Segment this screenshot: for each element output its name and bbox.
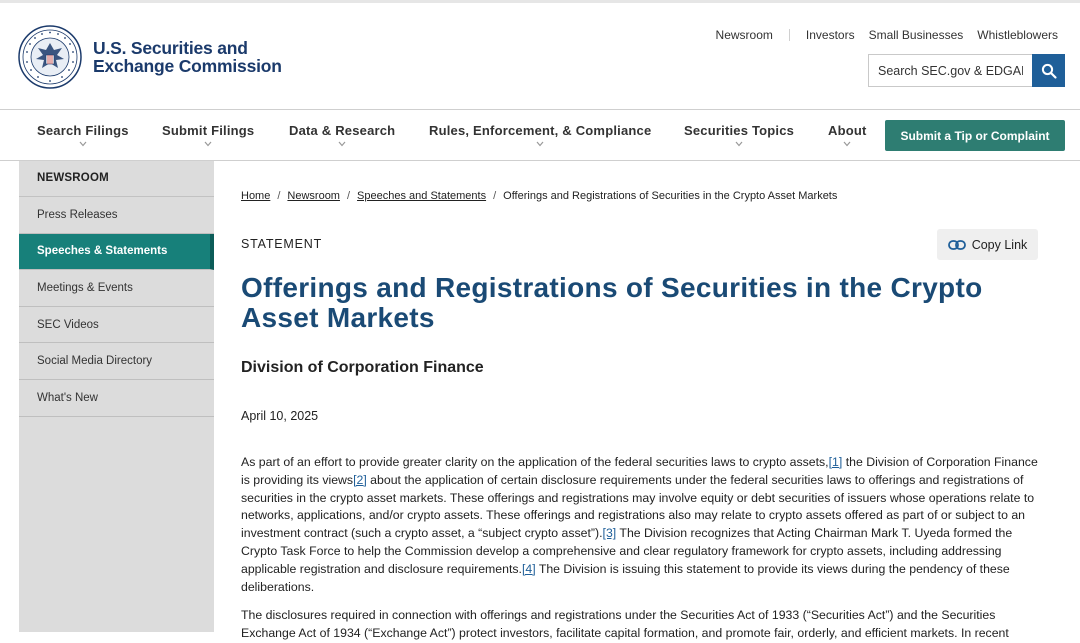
chevron-down-icon <box>338 141 346 147</box>
util-divider <box>789 29 790 41</box>
content-type-label: STATEMENT <box>241 237 323 251</box>
nav-about[interactable] <box>828 123 867 147</box>
article-paragraph-1: As part of an effort to provide greater clarity on the application of the federal securities laws to crypto assets,[1] the Division of Corporation Finance is providing its views[2] about the application of certain disclosure requirements under the federal securities laws to offerings and registrations of securities in the crypto asset markets. These offerings and registrations may involve equity or debt securities of issuers whose operations relate to networks, applications, and/or crypto assets. These offerings and registrations also may relate to crypto assets offered as part of or subject to an investment contract (such a crypto asset, a “subject crypto asset”).[3] The Division recognizes that Acting Chairman Mark T. Uyeda formed the Crypto Task Force to help the Commission develop a comprehensive and clear regulatory framework for crypto assets, including addressing applicable registration and disclosure requirements.[4] The Division is issuing this statement to provide its views during the pendency of these deliberations. <box>241 455 1038 594</box>
footnote-link-2[interactable]: [2] <box>353 472 367 487</box>
search-input[interactable] <box>868 54 1032 87</box>
page-title: Offerings and Registrations of Securities in the Crypto Asset Markets <box>241 272 983 333</box>
sidebar-item-speeches-statements[interactable]: Speeches & Statements <box>19 234 214 271</box>
copy-link-label: Copy Link <box>971 237 1028 252</box>
nav-label: Submit Filings <box>162 123 255 138</box>
sec-seal-icon <box>18 25 82 89</box>
footnote-link-3[interactable]: [3] <box>602 526 617 541</box>
chevron-down-icon <box>843 141 851 147</box>
nav-data-research[interactable] <box>289 123 395 147</box>
breadcrumb-speeches[interactable]: Speeches and Statements <box>357 190 487 202</box>
agency-name <box>93 39 282 75</box>
nav-label: Rules, Enforcement, & Compliance <box>429 123 652 138</box>
util-link-small-businesses[interactable]: Small Businesses <box>868 28 964 42</box>
nav-label: Securities Topics <box>684 123 795 138</box>
util-link-investors[interactable]: Investors <box>805 28 855 42</box>
chevron-down-icon <box>204 141 212 147</box>
footnote-link-4[interactable]: [4] <box>521 561 536 576</box>
search-icon <box>1041 63 1057 79</box>
breadcrumb-newsroom[interactable]: Newsroom <box>287 190 340 202</box>
nav-rules-enforcement[interactable] <box>429 123 651 147</box>
article-paragraph-2: The disclosures required in connection with offerings and registrations under the Securities Act of 1933 (“Securities Act”) and the Securities Exchange Act of 1934 (“Exchange Act”) protect investors, facilitate capital formation, and promote fair, orderly, and efficient markets. In recent <box>241 608 1009 640</box>
footnote-link-1[interactable]: [1] <box>828 455 843 469</box>
newsroom-sidebar <box>19 161 214 632</box>
breadcrumb-home[interactable]: Home <box>241 190 271 202</box>
site-search <box>868 54 1065 87</box>
util-link-newsroom[interactable]: Newsroom <box>715 28 773 42</box>
sidebar-item-sec-videos[interactable]: SEC Videos <box>19 307 214 344</box>
submit-tip-button[interactable]: Submit a Tip or Complaint <box>885 120 1065 151</box>
nav-submit-filings[interactable] <box>162 123 254 147</box>
sidebar-heading: NEWSROOM <box>19 161 214 197</box>
breadcrumb: Home / Newsroom / Speeches and Statements / Offerings and Registrations of Securities in the Crypto Asset Markets <box>241 190 838 202</box>
nav-label: Data & Research <box>289 123 396 138</box>
link-icon <box>948 239 966 251</box>
publish-date: April 10, 2025 <box>241 409 319 423</box>
sidebar-item-social-media-directory[interactable]: Social Media Directory <box>19 343 214 380</box>
division-name: Division of Corporation Finance <box>241 359 484 376</box>
chevron-down-icon <box>536 141 544 147</box>
chevron-down-icon <box>735 141 743 147</box>
nav-securities-topics[interactable] <box>684 123 794 147</box>
search-button[interactable] <box>1032 54 1065 87</box>
nav-search-filings[interactable] <box>37 123 129 147</box>
sidebar-item-whats-new[interactable]: What's New <box>19 380 214 417</box>
chevron-down-icon <box>79 141 87 147</box>
agency-name-line1: U.S. Securities and <box>93 38 248 58</box>
site-header <box>0 0 1080 110</box>
sidebar-item-press-releases[interactable]: Press Releases <box>19 197 214 234</box>
agency-name-line2: Exchange Commission <box>93 56 282 76</box>
breadcrumb-current: Offerings and Registrations of Securities in the Crypto Asset Markets <box>503 190 838 202</box>
nav-label: About <box>828 123 867 138</box>
sec-logo-link[interactable] <box>18 25 282 89</box>
main-navigation <box>0 110 1080 161</box>
sidebar-item-meetings-events[interactable]: Meetings & Events <box>19 270 214 307</box>
util-link-whistleblowers[interactable]: Whistleblowers <box>977 28 1058 42</box>
utility-links <box>716 28 1058 42</box>
nav-label: Search Filings <box>37 123 129 138</box>
copy-link-button[interactable] <box>937 229 1038 260</box>
